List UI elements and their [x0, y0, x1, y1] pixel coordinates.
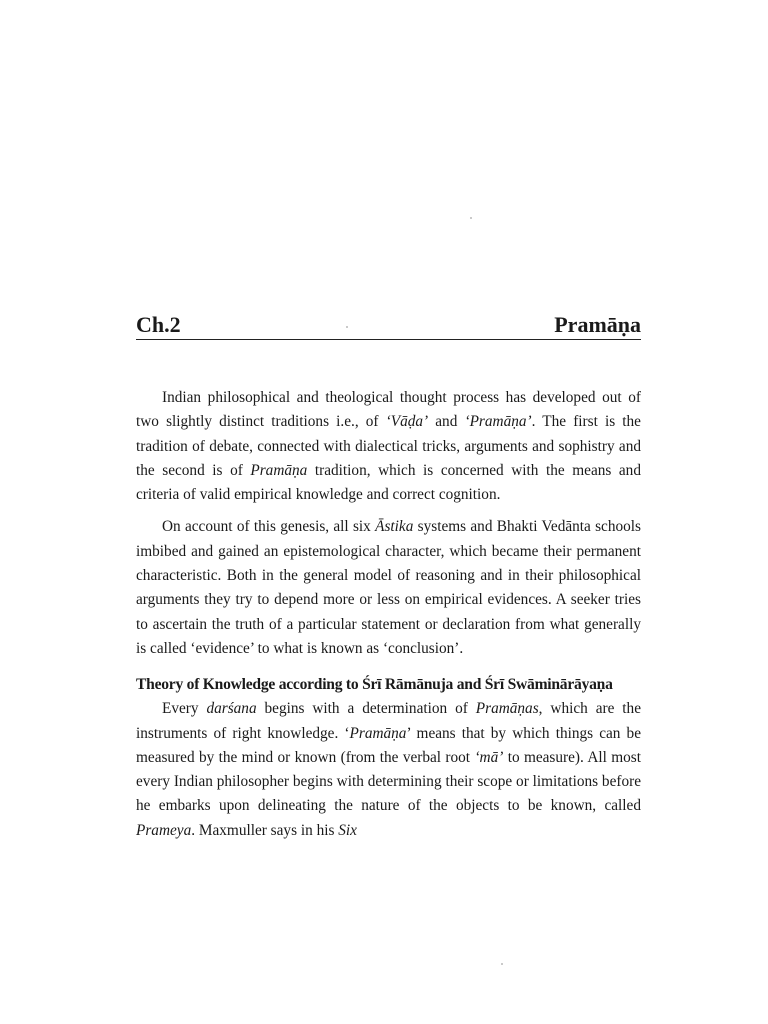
scan-speck	[501, 963, 503, 965]
text-run: , which are the instruments of right knowledge. ‘	[136, 700, 641, 742]
body-text	[136, 386, 641, 843]
italic-text: Pramāṇa	[349, 724, 407, 742]
chapter-number: Ch.2	[136, 312, 181, 337]
text-run: to measure). All most every Indian philosopher begins with determining their scope or limitations before he embarks upon delineating the nature of the objects to be known, called	[136, 748, 642, 815]
paragraph	[136, 697, 641, 843]
italic-text: Pramāṇa	[250, 461, 308, 479]
text-run: . Maxmuller says in his	[191, 821, 339, 839]
text-run: ’ means that by which things can be measured by the mind or known (from the verbal root	[136, 724, 641, 766]
text-run: systems and Bhakti Vedānta schools imbibed and gained an epistemological character, which became their permanent characteristic. Both in the general model of reasoning and in their philosophical arguments they try to depend more or less on empirical evidences. A seeker tries to ascertain the truth of a particular statement or declaration from what generally is called ‘evidence’ to what is known as ‘conclusion’.	[136, 518, 641, 657]
paragraph	[136, 515, 641, 661]
italic-text: ‘Vāḍa’	[385, 413, 429, 431]
italic-text: Pramāṇas	[475, 700, 539, 718]
italic-text: Prameya	[136, 821, 192, 839]
scan-speck	[346, 326, 348, 328]
text-run: . The first is the tradition of debate, connected with dialectical tricks, arguments and sophistry and the second is of	[136, 413, 641, 479]
text-run: On account of this genesis, all six	[162, 518, 376, 536]
italic-text: Six	[338, 821, 357, 839]
italic-text: ‘mā’	[474, 748, 504, 766]
chapter-header	[136, 311, 641, 341]
paragraph	[136, 386, 641, 507]
header-rule	[136, 339, 641, 340]
text-run: Every	[162, 700, 207, 718]
italic-text: ‘Pramāṇa’	[464, 413, 532, 431]
text-run: tradition, which is concerned with the means and criteria of valid empirical knowledge and correct cognition.	[136, 461, 641, 504]
italic-text: Āstika	[375, 518, 414, 536]
text-run: Indian philosophical and theological thought process has developed out of two slightly distinct traditions i.e., of	[136, 389, 641, 431]
chapter-title: Pramāṇa	[554, 312, 641, 337]
scan-speck	[470, 217, 472, 219]
text-run: begins with a determination of	[256, 700, 476, 718]
section-heading: Theory of Knowledge according to Śrī Rāmānuja and Śrī Swāminārāyaṇa	[136, 676, 613, 694]
text-run: and	[428, 413, 465, 431]
italic-text: darśana	[206, 700, 257, 718]
